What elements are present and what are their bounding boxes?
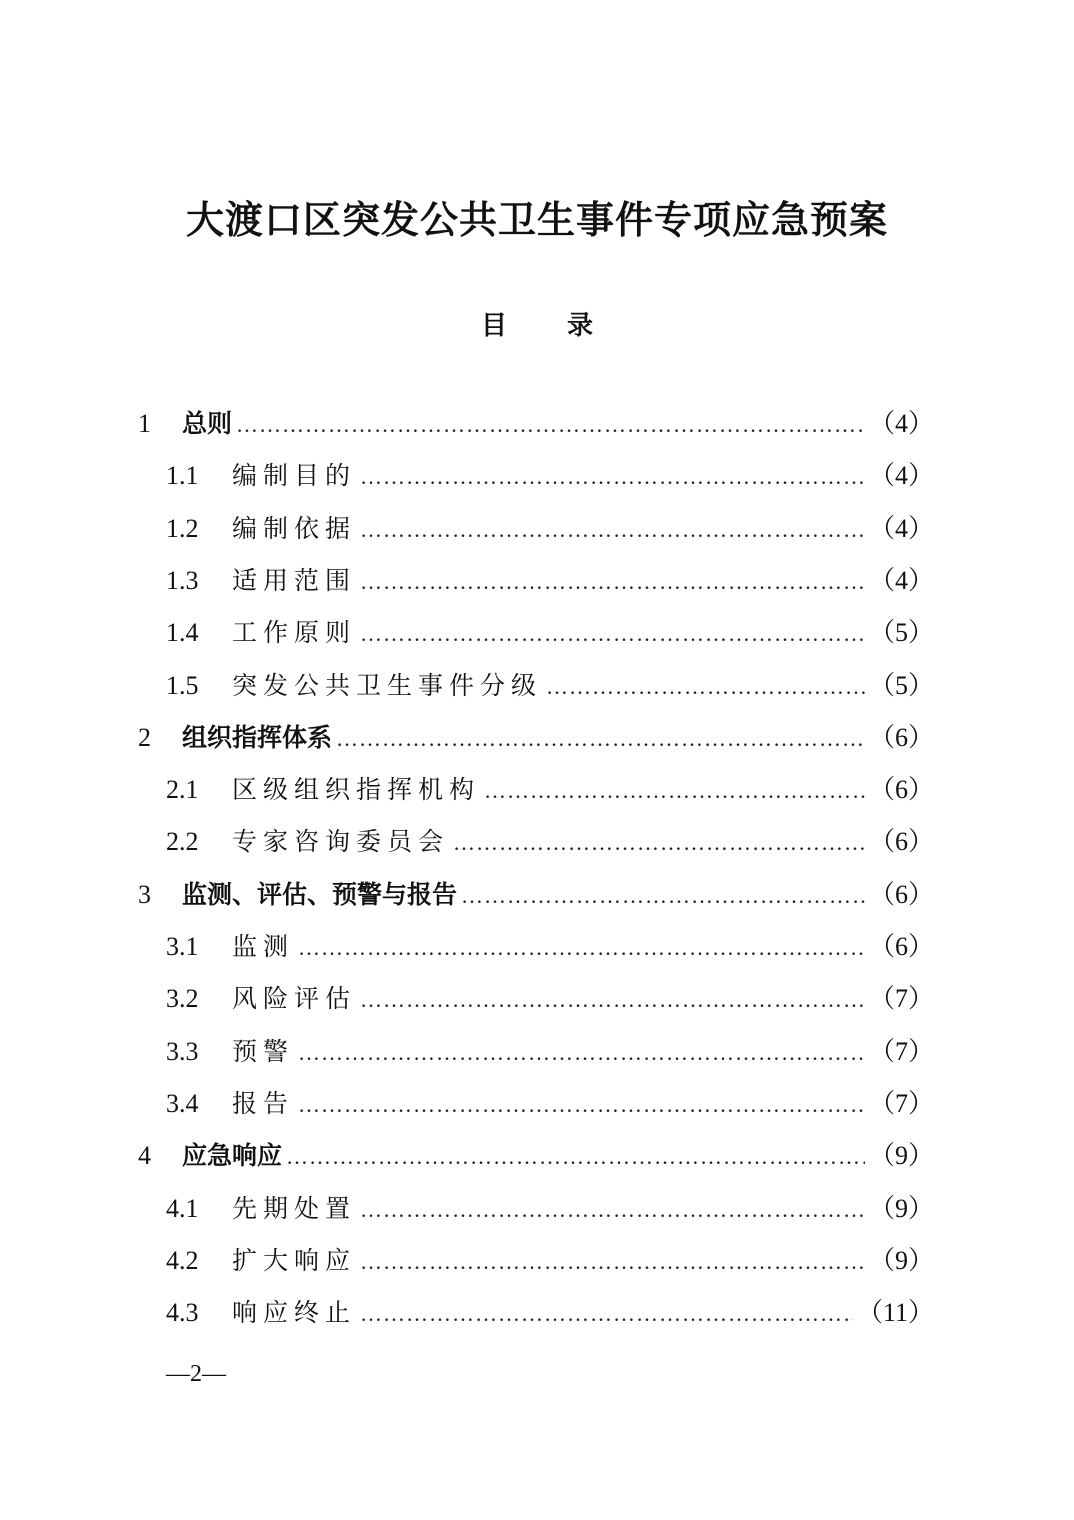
dot-leader (236, 399, 865, 451)
toc-heading-right: 录 (567, 311, 594, 341)
dot-leader (484, 765, 865, 817)
toc-entry-page: （4） (868, 461, 934, 491)
toc-entry-number: 1.5 (166, 670, 199, 700)
dot-leader (360, 504, 865, 556)
toc-entry-page: （7） (868, 984, 934, 1014)
toc-entry-number: 1.4 (166, 618, 199, 648)
toc-entry-label: 响应终止 (232, 1298, 357, 1328)
toc-entry[interactable] (166, 1078, 934, 1130)
toc-entry[interactable] (166, 973, 934, 1025)
toc-entry[interactable] (166, 450, 934, 502)
toc-entry-page: （4） (868, 409, 934, 438)
toc-entry[interactable] (166, 660, 934, 712)
toc-heading (0, 306, 1074, 346)
dot-leader (360, 451, 865, 503)
toc-entry-label: 先期处置 (232, 1193, 357, 1223)
toc-entry-number: 1.2 (166, 513, 199, 543)
toc-entry-page: （6） (868, 879, 934, 909)
toc-entry-label: 监测、评估、预警与报告 (182, 879, 458, 909)
toc-entry-page: （9） (868, 1245, 934, 1275)
toc-entry-label: 编制依据 (232, 513, 357, 543)
dot-leader (546, 661, 865, 713)
toc-entry-label: 风险评估 (232, 984, 357, 1014)
dot-leader (453, 817, 865, 869)
toc-entry[interactable] (138, 398, 934, 450)
toc-entry-page: （6） (868, 932, 934, 961)
dot-leader (298, 1027, 865, 1079)
toc-entry[interactable] (166, 1183, 934, 1235)
toc-entry-page: （7） (868, 1088, 934, 1118)
toc-entry[interactable] (166, 607, 934, 659)
dot-leader (336, 713, 865, 765)
toc-entry-label: 适用范围 (232, 565, 357, 595)
toc-entry-label: 工作原则 (232, 618, 357, 648)
dot-leader (360, 1184, 865, 1236)
toc-entry-page: （11） (856, 1298, 934, 1328)
toc-entry[interactable] (166, 816, 934, 868)
toc-entry-page: （9） (868, 1141, 934, 1171)
toc-entry-label: 总则 (182, 409, 233, 438)
toc-entry-page: （4） (868, 513, 934, 543)
toc-entry[interactable] (138, 712, 934, 764)
toc-entry-label: 报告 (232, 1088, 295, 1118)
dot-leader (360, 1236, 865, 1288)
toc-entry[interactable] (166, 503, 934, 555)
toc-entry-page: （7） (868, 1036, 934, 1066)
dot-leader (360, 1288, 853, 1340)
document-title: 大渡口区突发公共卫生事件专项应急预案 (185, 197, 888, 242)
dot-leader (360, 608, 865, 660)
toc-entry[interactable] (138, 869, 934, 921)
toc-entry-number: 4.2 (166, 1245, 199, 1275)
toc-entry-page: （6） (868, 827, 934, 857)
dot-leader (298, 922, 865, 974)
toc-heading-left: 目 (480, 311, 507, 341)
toc-entry[interactable] (166, 1287, 934, 1339)
toc-entry-label: 应急响应 (182, 1141, 283, 1171)
toc-entry-label: 扩大响应 (232, 1245, 357, 1275)
dot-leader (360, 974, 865, 1026)
toc-entry-number: 3.4 (166, 1088, 199, 1118)
dot-leader (461, 870, 865, 922)
toc-entry-label: 突发公共卫生事件分级 (232, 670, 543, 700)
toc-entry[interactable] (166, 921, 934, 973)
toc-entry-label: 监测 (232, 932, 295, 961)
toc-entry-label: 组织指挥体系 (182, 722, 333, 752)
toc-entry-number: 4.3 (166, 1298, 199, 1328)
toc-entry[interactable] (166, 764, 934, 816)
toc-entry-page: （5） (868, 618, 934, 648)
toc-entry-number: 2.2 (166, 827, 199, 857)
toc-entry[interactable] (138, 1130, 934, 1182)
toc-entry-number: 2.1 (166, 775, 199, 805)
toc-entry-page: （9） (868, 1193, 934, 1223)
dot-leader (286, 1131, 865, 1183)
toc-entry-page: （5） (868, 670, 934, 700)
toc-entry-number: 4 (138, 1141, 151, 1171)
toc-entry-number: 1.1 (166, 461, 199, 491)
toc-entry-number: 3.2 (166, 984, 199, 1014)
toc-entry-number: 3.1 (166, 932, 199, 961)
dot-leader (360, 556, 865, 608)
toc-entry-label: 区级组织指挥机构 (232, 775, 481, 805)
toc-entry-number: 1 (138, 409, 151, 438)
toc-entry-number: 1.3 (166, 565, 199, 595)
dot-leader (298, 1079, 865, 1131)
toc-entry-page: （6） (868, 775, 934, 805)
toc-entry-label: 预警 (232, 1036, 295, 1066)
toc-entry-number: 3.3 (166, 1036, 199, 1066)
toc-entry-number: 3 (138, 879, 151, 909)
toc-entry-number: 2 (138, 722, 151, 752)
toc-entry[interactable] (166, 1026, 934, 1078)
toc-entry[interactable] (166, 1235, 934, 1287)
toc-entry-label: 专家咨询委员会 (232, 827, 450, 857)
toc-entry[interactable] (166, 555, 934, 607)
page-number: —2— (166, 1361, 226, 1387)
toc-entry-page: （4） (868, 565, 934, 595)
toc-entry-page: （6） (868, 722, 934, 752)
toc-entry-number: 4.1 (166, 1193, 199, 1223)
toc-entry-label: 编制目的 (232, 461, 357, 491)
